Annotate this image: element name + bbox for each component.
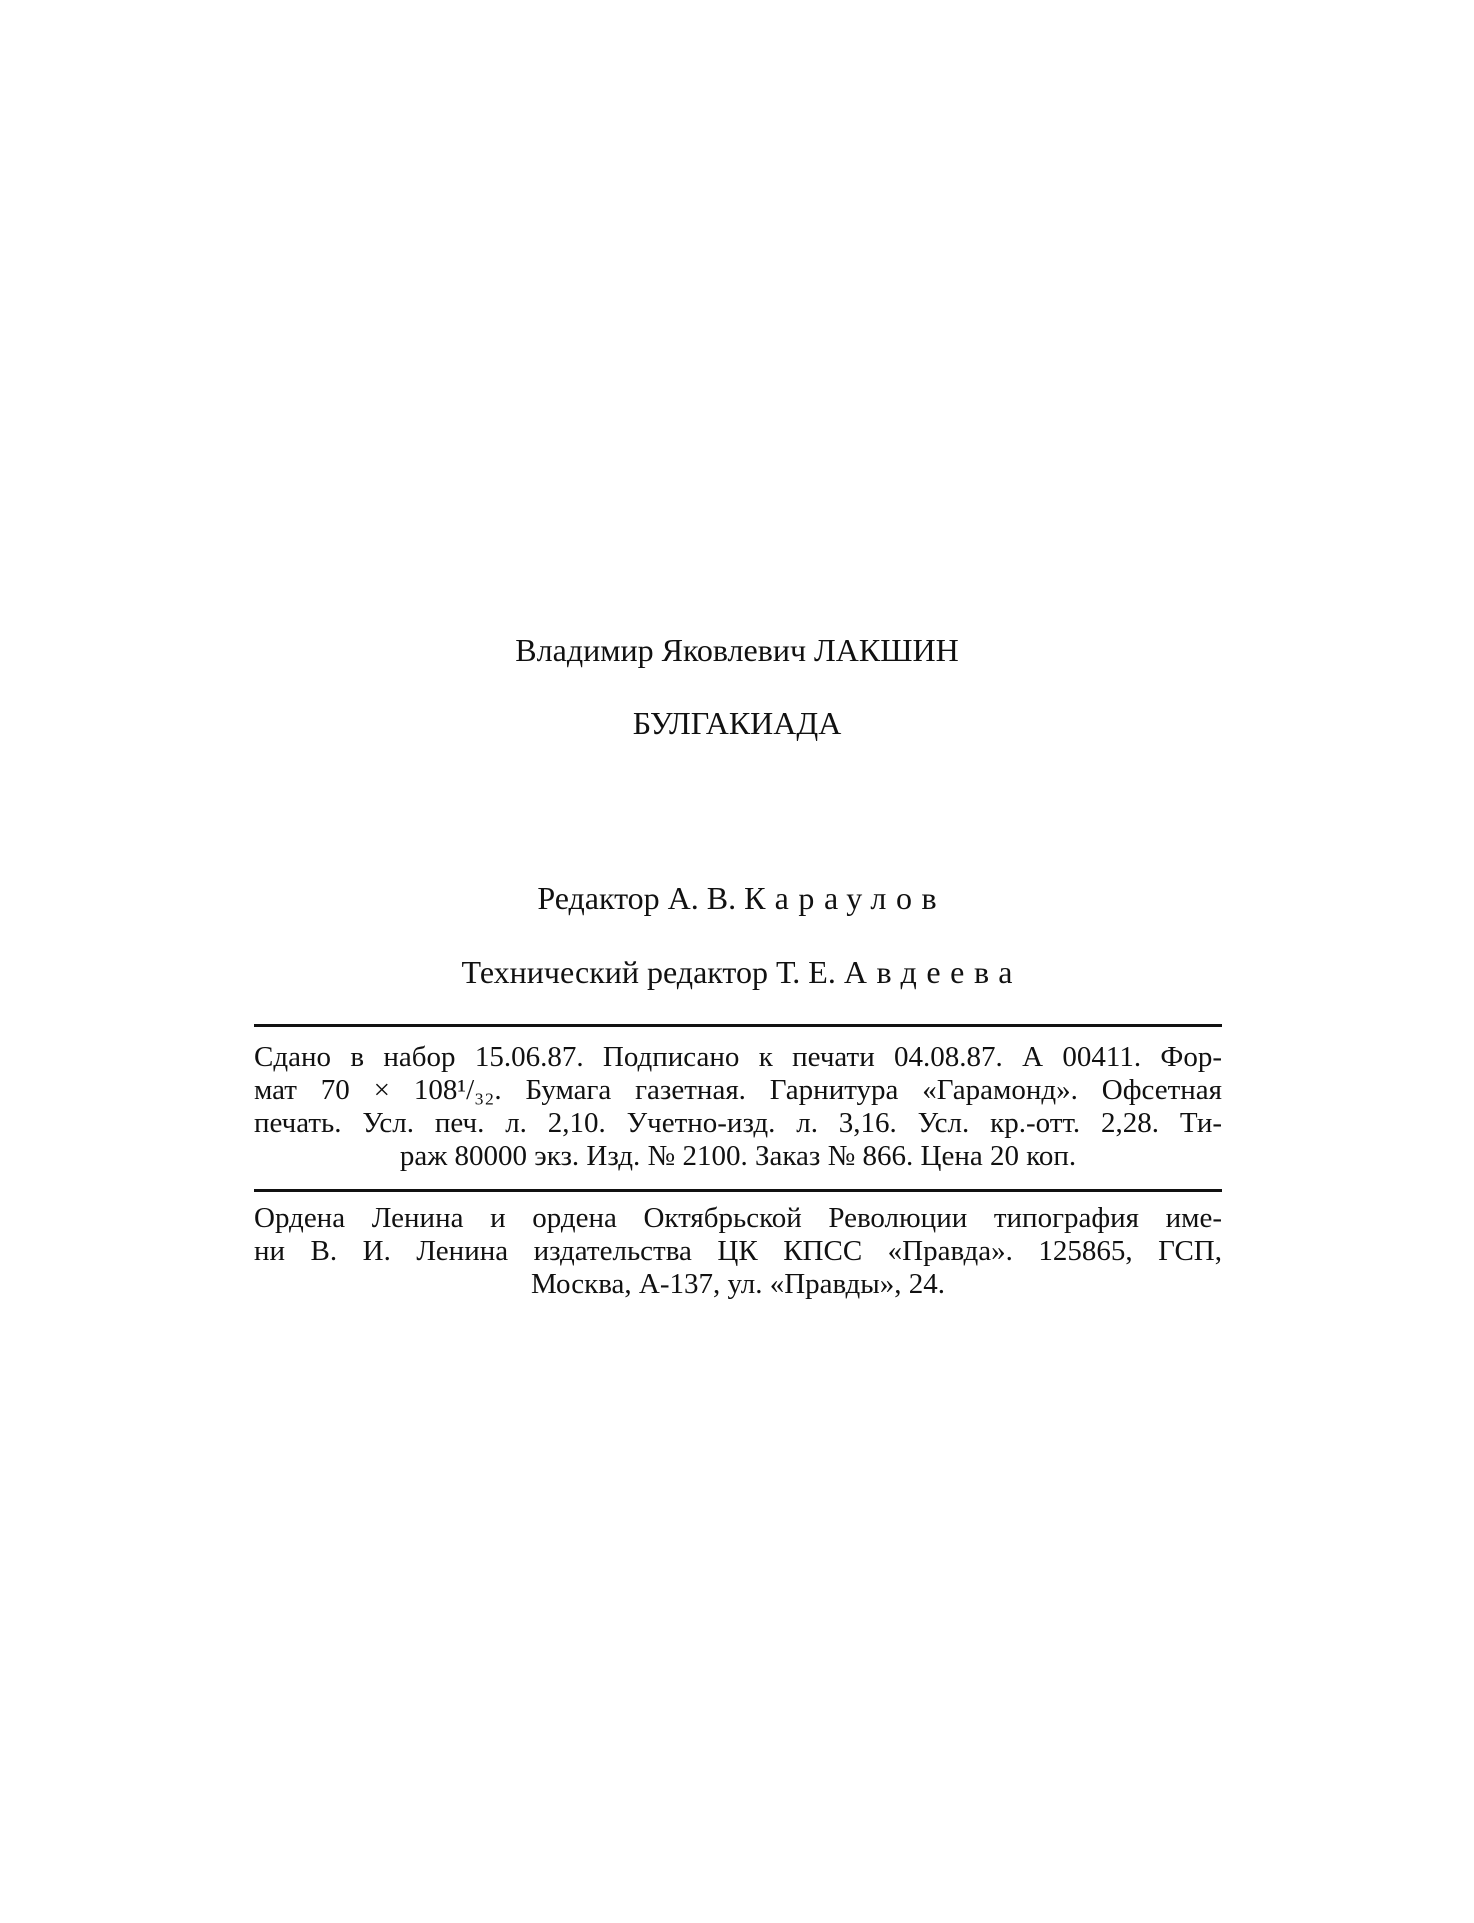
printing-house-line: ни В. И. Ленина издательства ЦК КПСС «Правда». 125865, ГСП, [254, 1235, 1222, 1267]
editor-line [0, 878, 1474, 918]
print-details-line: раж 80000 экз. Изд. № 2100. Заказ № 866. Цена 20 коп. [399, 1140, 1077, 1172]
divider-top [254, 1024, 1222, 1027]
editor-surname: Караулов [744, 880, 947, 916]
author-name: Владимир Яковлевич [515, 632, 807, 668]
divider-middle [254, 1189, 1222, 1192]
printing-house-line: Москва, А-137, ул. «Правды», 24. [530, 1268, 945, 1300]
author-line [0, 630, 1474, 670]
book-title: БУЛГАКИАДА [632, 705, 842, 741]
tech-editor-line [0, 952, 1474, 992]
print-details-line: мат 70 × 108¹/₃₂. Бумага газетная. Гарнитура «Гарамонд». Офсетная [254, 1074, 1222, 1106]
tech-editor-surname: Авдеева [843, 954, 1023, 990]
author-surname: ЛАКШИН [814, 632, 959, 668]
printing-house-line: Ордена Ленина и ордена Октябрьской Революции типография име- [254, 1202, 1222, 1234]
print-details-line: Сдано в набор 15.06.87. Подписано к печати 04.08.87. А 00411. Фор- [254, 1041, 1222, 1073]
print-details [254, 1041, 1222, 1173]
editor-role: Редактор [537, 880, 660, 916]
tech-editor-role: Технический редактор [461, 954, 768, 990]
editor-initials: А. В. [667, 880, 737, 916]
print-details-line: печать. Усл. печ. л. 2,10. Учетно-изд. л. 3,16. Усл. кр.-отт. 2,28. Ти- [254, 1107, 1222, 1139]
tech-editor-initials: Т. Е. [775, 954, 836, 990]
printing-house [254, 1202, 1222, 1301]
